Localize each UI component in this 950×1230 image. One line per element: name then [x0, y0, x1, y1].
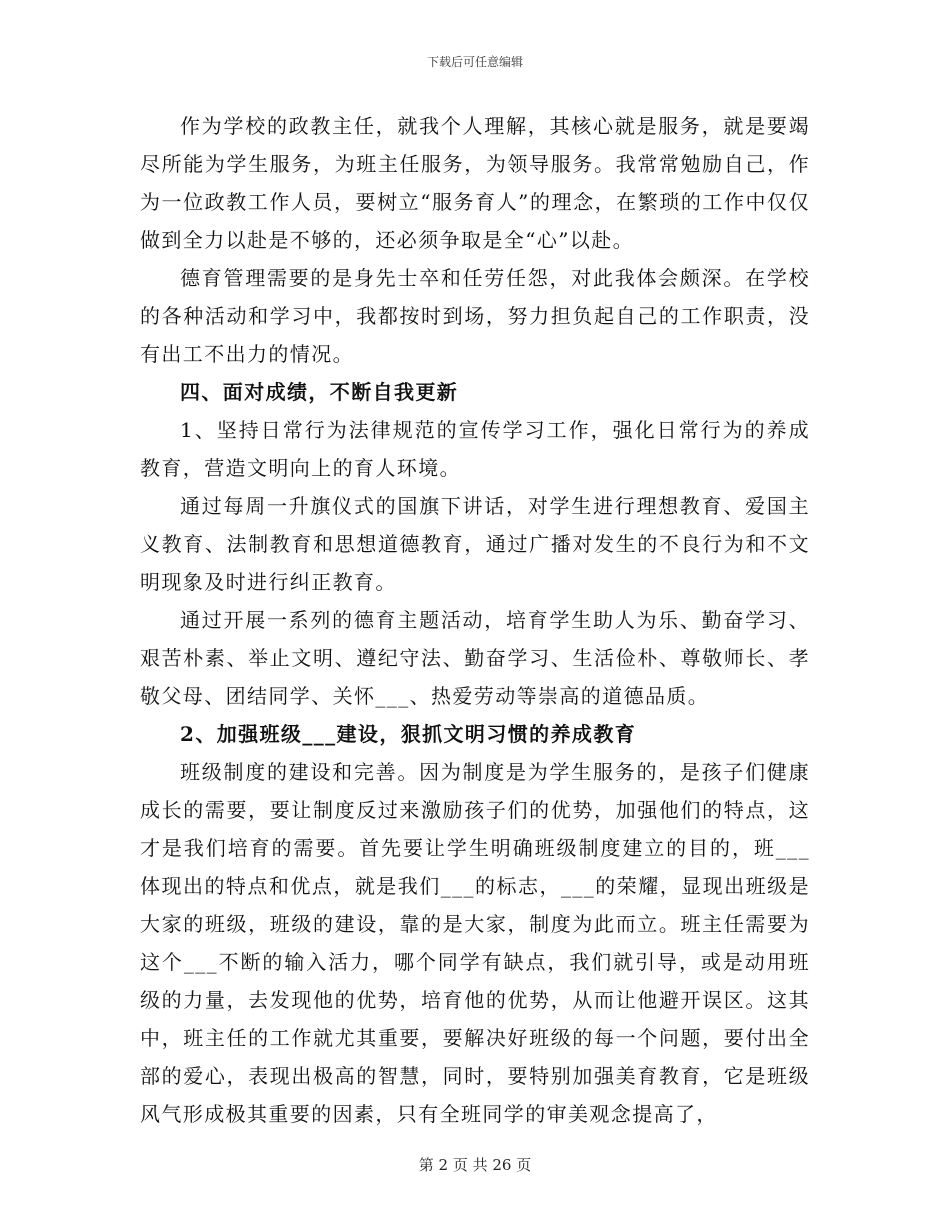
paragraph: 通过开展一系列的德育主题活动，培育学生助人为乐、勤奋学习、艰苦朴素、举止文明、遵纪守法、勤奋学习、生活俭朴、尊敬师长、孝敬父母、团结同学、关怀___、热爱劳动等崇高的道德品质。	[140, 608, 810, 708]
document-body	[140, 107, 810, 1133]
paragraph: 通过每周一升旗仪式的国旗下讲话，对学生进行理想教育、爱国主义教育、法制教育和思想道德教育，通过广播对发生的不良行为和不文明现象及时进行纠正教育。	[140, 494, 810, 594]
section-heading: 2、加强班级___建设，狠抓文明习惯的养成教育	[180, 722, 637, 746]
paragraph: 班级制度的建设和完善。因为制度是为学生服务的，是孩子们健康成长的需要，要让制度反过来激励孩子们的优势，加强他们的特点，这才是我们培育的需要。首先要让学生明确班级制度建立的目的，班___体现出的特点和优点，就是我们___的标志，___的荣耀，显现出班级是大家的班级，班级的建设，靠的是大家，制度为此而立。班主任需要为这个___不断的输入活力，哪个同学有缺点，我们就引导，或是动用班级的力量，去发现他的优势，培育他的优势，从而让他避开误区。这其中，班主任的工作就尤其重要，要解决好班级的每一个问题，要付出全部的爱心，表现出极高的智慧，同时，要特别加强美育教育，它是班级风气形成极其重要的因素，只有全班同学的审美观念提高了，	[140, 760, 810, 1126]
page-header: 下载后可任意编辑	[426, 55, 523, 69]
section-heading: 四、面对成绩，不断自我更新	[180, 380, 459, 404]
paragraph: 1、坚持日常行为法律规范的宣传学习工作，强化日常行为的养成教育，营造文明向上的育人环境。	[140, 418, 810, 480]
paragraph: 作为学校的政教主任，就我个人理解，其核心就是服务，就是要竭尽所能为学生服务，为班主任服务，为领导服务。我常常勉励自己，作为一位政教工作人员，要树立“服务育人”的理念，在繁琐的工作中仅仅做到全力以赴是不够的，还必须争取是全“心”以赴。	[140, 114, 810, 252]
page-footer: 第 2 页 共 26 页	[418, 1156, 532, 1174]
paragraph: 德育管理需要的是身先士卒和任劳任怨，对此我体会颇深。在学校的各种活动和学习中，我都按时到场，努力担负起自己的工作职责，没有出工不出力的情况。	[140, 266, 810, 366]
